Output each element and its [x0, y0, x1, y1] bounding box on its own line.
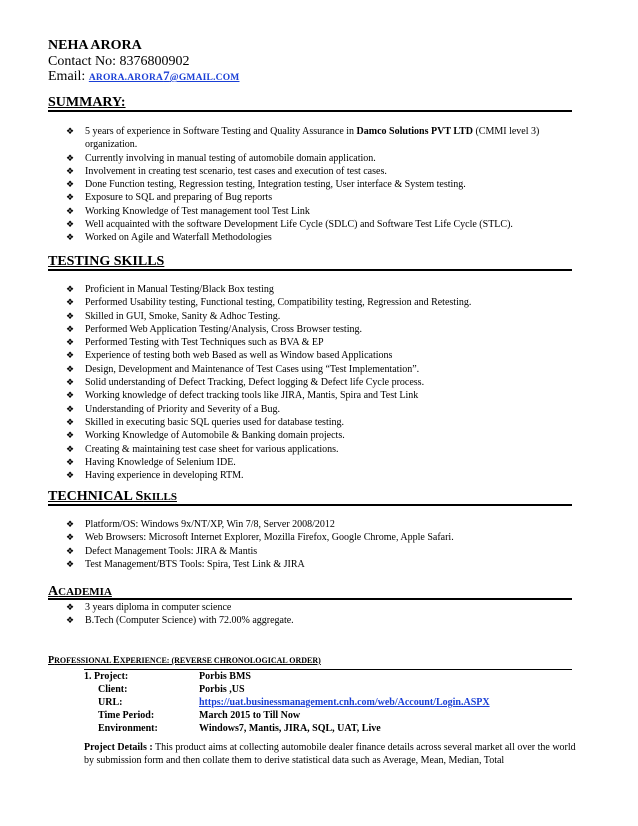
- list-item: ❖ Worked on Agile and Waterfall Methodologies: [66, 232, 272, 244]
- bullet-diamond-icon: ❖: [66, 192, 75, 203]
- bullet-diamond-icon: ❖: [66, 179, 75, 190]
- email-digit: 7: [163, 68, 170, 83]
- bullet-diamond-icon: ❖: [66, 323, 75, 334]
- bullet-diamond-icon: ❖: [66, 310, 75, 321]
- summary-rule: [48, 110, 572, 112]
- bullet-diamond-icon: ❖: [66, 532, 75, 543]
- bullet-diamond-icon: ❖: [66, 152, 75, 163]
- list-item: ❖ Solid understanding of Defect Tracking, Defect logging & Defect life Cycle process.: [66, 377, 425, 389]
- project-info: [84, 670, 490, 735]
- bullet-diamond-icon: ❖: [66, 232, 75, 243]
- list-item: ❖ Involvement in creating test scenario, test cases and execution of test cases.: [66, 165, 387, 177]
- project-details-text: This product aims at collecting automobile dealer finance details across several market all over the world by submission form and then collate them to derive statistical data such as Average, Mean, Median, Total: [84, 742, 576, 766]
- list-item: ❖ Test Management/BTS Tools: Spira, Test Link & JIRA: [66, 558, 305, 570]
- email-link[interactable]: [88, 68, 240, 83]
- project-url-link[interactable]: https://uat.businessmanagement.cnh.com/web/Account/Login.ASPX: [199, 697, 490, 708]
- list-item: ❖ Understanding of Priority and Severity of a Bug.: [66, 403, 280, 415]
- list-item: ❖ Web Browsers: Microsoft Internet Explorer, Mozilla Firefox, Google Chrome, Apple Safari.: [66, 532, 454, 544]
- testing-skills-heading: TESTING SKILLS: [48, 254, 165, 269]
- academia-heading: ACADEMIA: [48, 584, 112, 599]
- bullet-diamond-icon: ❖: [66, 337, 75, 348]
- bullet-diamond-icon: ❖: [66, 126, 75, 136]
- list-item: ❖ Working Knowledge of Automobile & Banking domain projects.: [66, 430, 345, 442]
- experience-heading: PROFESSIONAL EXPERIENCE: (REVERSE CHRONOLOGICAL ORDER): [48, 655, 321, 666]
- project-details: [84, 741, 576, 767]
- candidate-name: NEHA ARORA: [48, 38, 142, 53]
- bullet-diamond-icon: ❖: [66, 602, 75, 612]
- technical-skills-rule: [48, 504, 572, 506]
- technical-skills-list: [66, 518, 576, 571]
- list-item: ❖ 5 years of experience in Software Testing and Quality Assurance in Damco Solutions PVT LTD (CMMI level 3) organization.: [66, 126, 540, 151]
- list-item: ❖ Performed Web Application Testing/Analysis, Cross Browser testing.: [66, 323, 362, 335]
- testing-skills-list: [66, 283, 576, 482]
- list-item: ❖ Defect Management Tools: JIRA & Mantis: [66, 545, 258, 557]
- list-item: ❖ Platform/OS: Windows 9x/NT/XP, Win 7/8, Server 2008/2012: [66, 519, 335, 530]
- email-label: Email:: [48, 69, 86, 84]
- bullet-diamond-icon: ❖: [66, 430, 75, 441]
- bullet-diamond-icon: ❖: [66, 219, 75, 230]
- bullet-diamond-icon: ❖: [66, 456, 75, 467]
- list-item: ❖ Performed Testing with Test Techniques such as BVA & EP: [66, 337, 324, 349]
- list-item: ❖ Skilled in executing basic SQL queries used for database testing.: [66, 416, 345, 428]
- list-item: ❖ Exposure to SQL and preparing of Bug reports: [66, 192, 273, 204]
- bullet-diamond-icon: ❖: [66, 470, 75, 481]
- list-item: ❖ Working knowledge of defect tracking tools like JIRA, Mantis, Spira and Test Link: [66, 390, 419, 402]
- project-details-label: Project Details :: [84, 742, 153, 753]
- list-item: ❖ Working Knowledge of Test management tool Test Link: [66, 205, 310, 217]
- email-part-1: ARORA.ARORA: [88, 73, 164, 83]
- summary-list: [66, 125, 576, 245]
- bullet-diamond-icon: ❖: [66, 205, 75, 216]
- list-item: ❖ Design, Development and Maintenance of Test Cases using “Test Implementation”.: [66, 363, 420, 375]
- testing-skills-rule: [48, 269, 572, 271]
- bullet-diamond-icon: ❖: [66, 284, 75, 294]
- bullet-diamond-icon: ❖: [66, 403, 75, 414]
- bullet-diamond-icon: ❖: [66, 165, 75, 176]
- bullet-diamond-icon: ❖: [66, 615, 75, 626]
- email-part-2: @GMAIL.COM: [169, 73, 240, 83]
- period-row: Time Period: March 2015 to Till Now: [98, 710, 301, 721]
- technical-skills-heading: TECHNICAL SKILLS: [48, 489, 177, 504]
- email-row: [48, 68, 239, 85]
- company-name: Damco Solutions PVT LTD: [356, 126, 473, 137]
- list-item: ❖ Done Function testing, Regression testing, Integration testing, User interface & System testing.: [66, 179, 466, 191]
- list-item: ❖ 3 years diploma in computer science: [66, 602, 232, 613]
- bullet-diamond-icon: ❖: [66, 545, 75, 556]
- academia-rule: [48, 598, 572, 600]
- bullet-diamond-icon: ❖: [66, 519, 75, 529]
- academia-list: [66, 601, 576, 628]
- bullet-diamond-icon: ❖: [66, 558, 75, 569]
- url-row: URL: https://uat.businessmanagement.cnh.com/web/Account/Login.ASPX: [98, 697, 490, 708]
- contact-number: Contact No: 8376800902: [48, 54, 190, 69]
- bullet-diamond-icon: ❖: [66, 297, 75, 308]
- bullet-diamond-icon: ❖: [66, 363, 75, 374]
- bullet-diamond-icon: ❖: [66, 377, 75, 388]
- list-item: ❖ Having Knowledge of Selenium IDE.: [66, 456, 236, 468]
- list-item: ❖ Proficient in Manual Testing/Black Box testing: [66, 284, 274, 295]
- bullet-diamond-icon: ❖: [66, 443, 75, 454]
- summary-heading: SUMMARY:: [48, 95, 126, 110]
- bullet-diamond-icon: ❖: [66, 390, 75, 401]
- list-item: ❖ Creating & maintaining test case sheet for various applications.: [66, 443, 339, 455]
- list-item: ❖ Currently involving in manual testing of automobile domain application.: [66, 152, 376, 164]
- list-item: ❖ Skilled in GUI, Smoke, Sanity & Adhoc Testing.: [66, 310, 281, 322]
- client-row: Client: Porbis ,US: [98, 684, 245, 695]
- project-row: 1. Project: Porbis BMS: [84, 671, 251, 682]
- bullet-diamond-icon: ❖: [66, 416, 75, 427]
- list-item: ❖ Having experience in developing RTM.: [66, 470, 244, 482]
- list-item: ❖ Performed Usability testing, Functional testing, Compatibility testing, Regression and Retesting.: [66, 297, 472, 309]
- list-item: ❖ B.Tech (Computer Science) with 72.00% aggregate.: [66, 615, 294, 627]
- list-item: ❖ Well acquainted with the software Development Life Cycle (SDLC) and Software Test Life Cycle (STLC).: [66, 219, 513, 231]
- list-item: ❖ Experience of testing both web Based as well as Window based Applications: [66, 350, 393, 362]
- bullet-diamond-icon: ❖: [66, 350, 75, 361]
- environment-row: Environment: Windows7, Mantis, JIRA, SQL, UAT, Live: [98, 723, 381, 734]
